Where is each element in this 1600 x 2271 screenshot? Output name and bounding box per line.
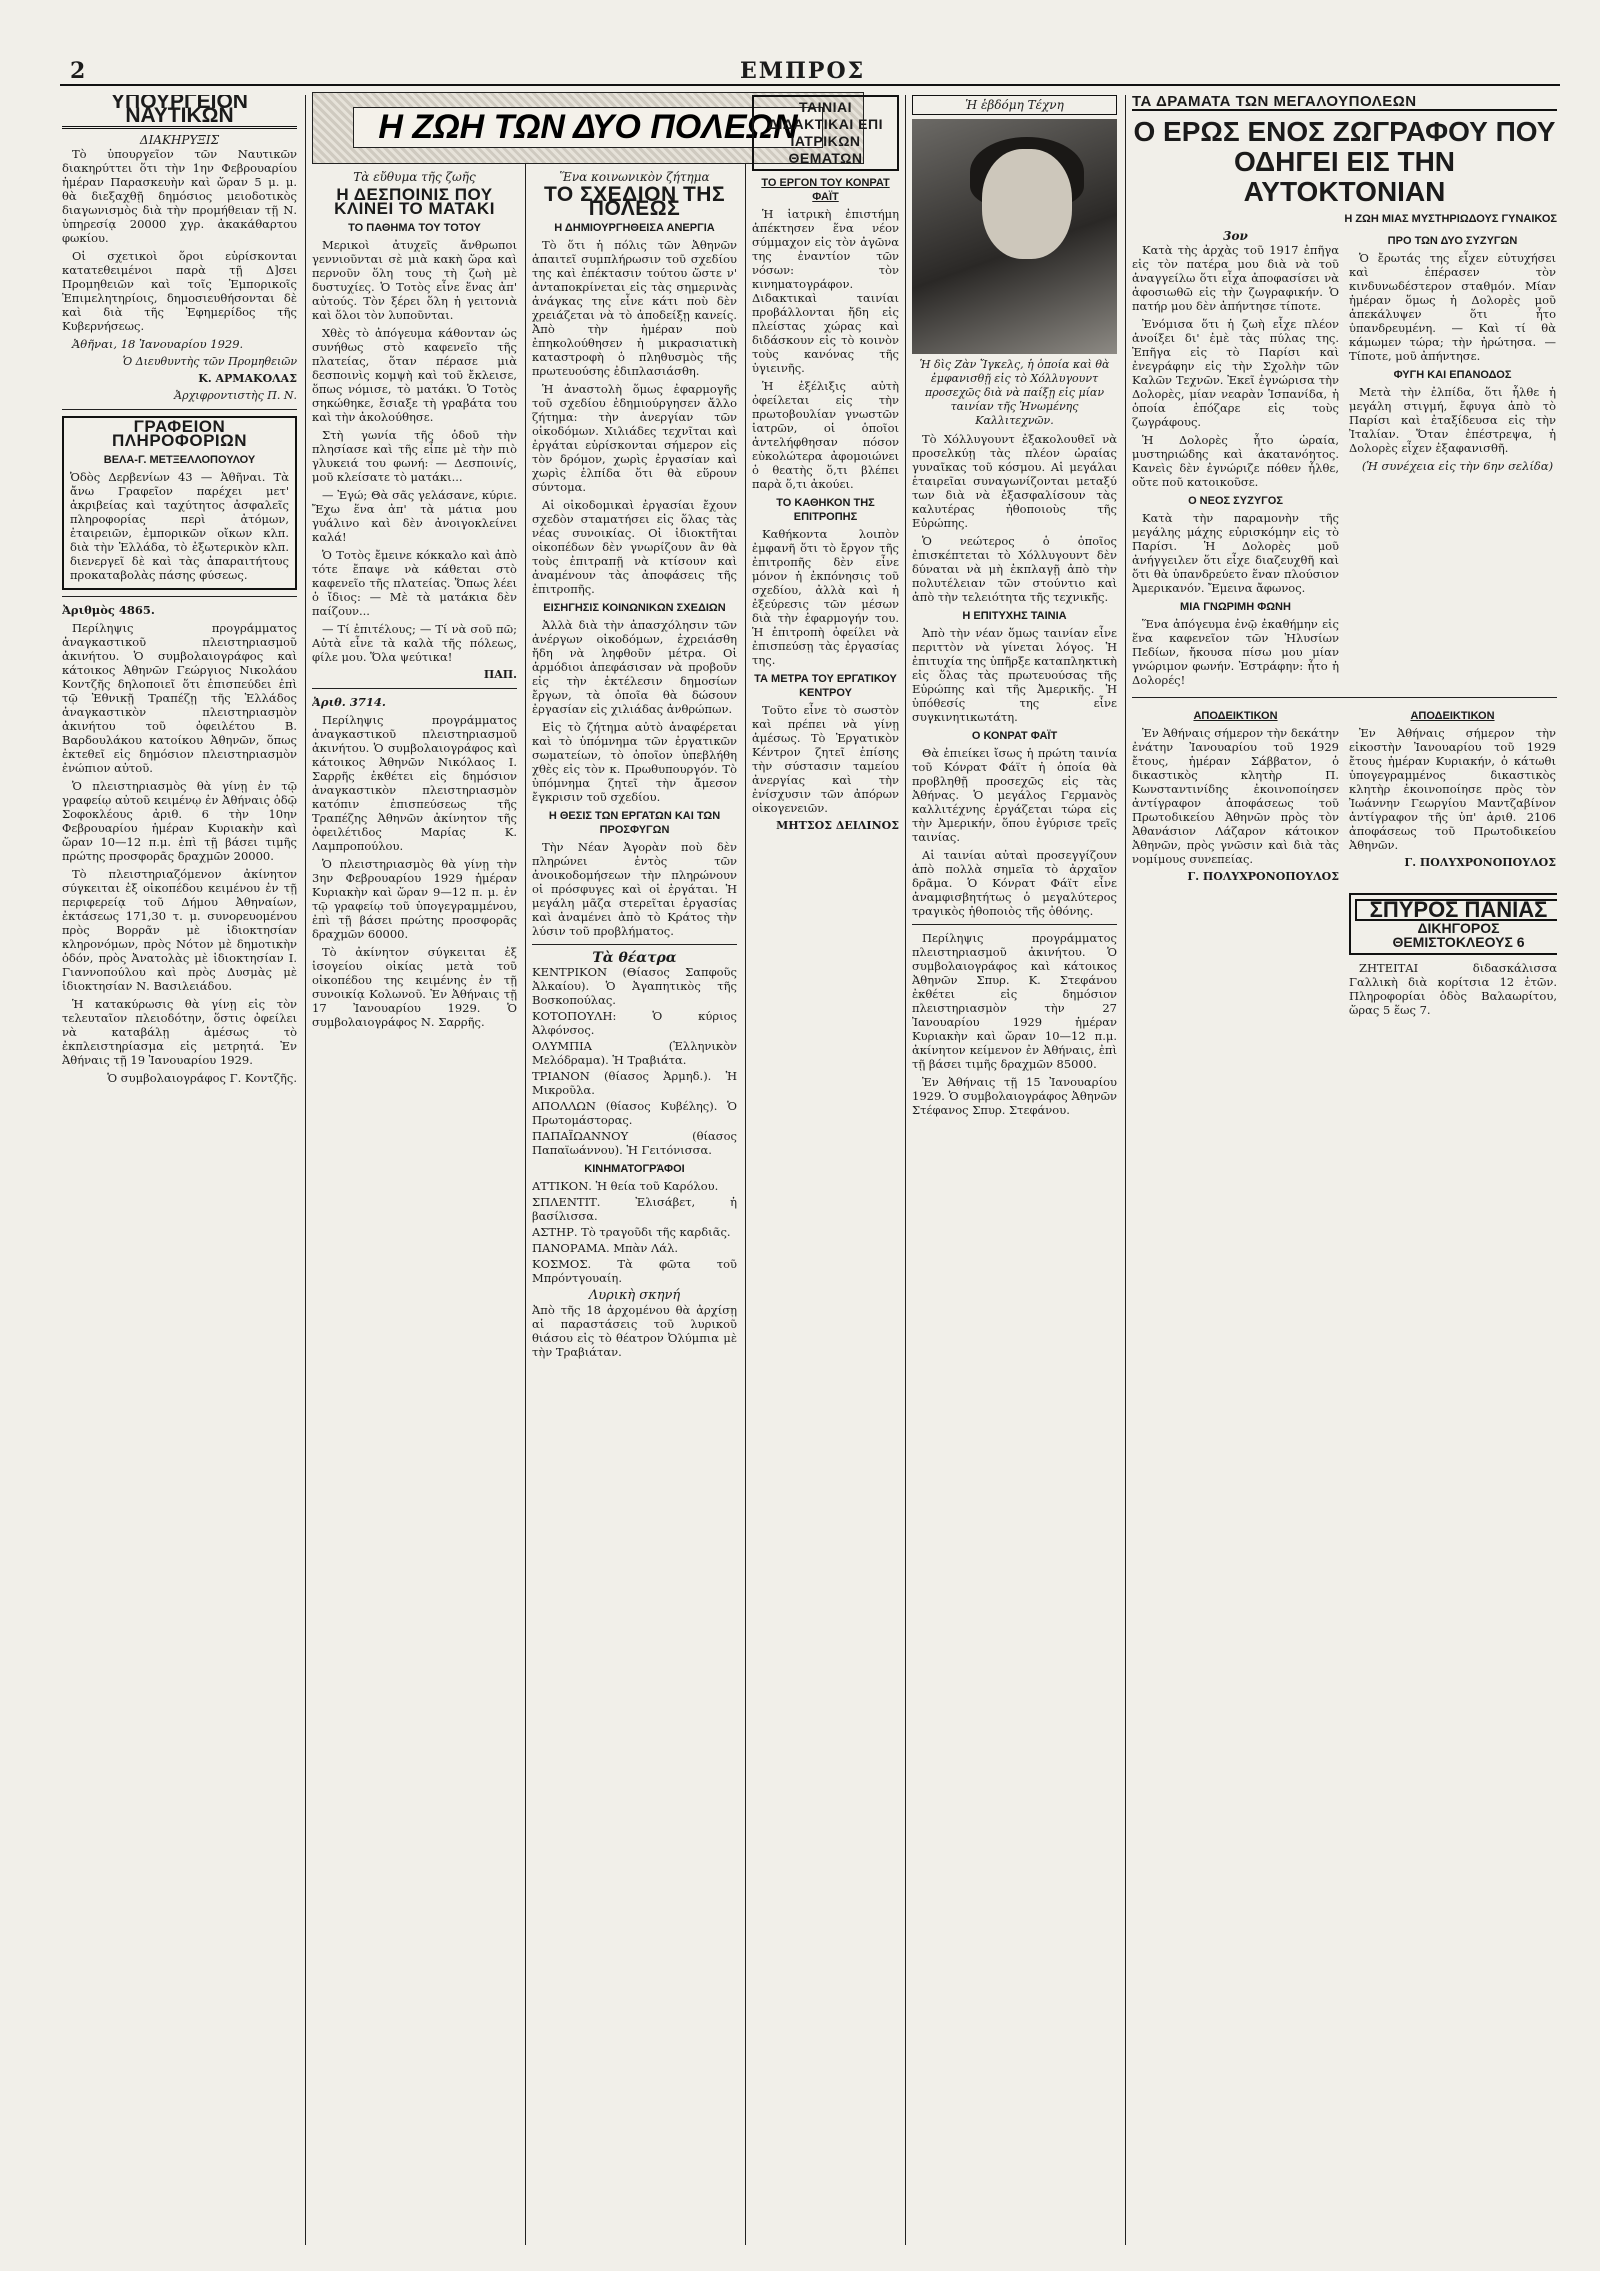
city-plan-subheadline: Η ΔΗΜΙΟΥΡΓΗΘΕΙΣΑ ΑΝΕΡΓΙΑ [554, 222, 715, 234]
column-big-city-dramas [1132, 95, 1557, 2245]
cinema-item: ΣΠΛΕΝΤΙΤ. Ἐλισάβετ, ἡ βασίλισσα. [532, 1195, 737, 1223]
section-rule [1132, 697, 1557, 698]
dramas-paragraph: Κατὰ τὴς ἀρχὰς τοῦ 1917 ἐπῆγα εἰς τὸν πατέρα μου διὰ νὰ τοῦ ἀναγγείλω ὅτι εἶχα ἀποφασίσει νὰ ἀφοσιωθῶ εἰς τὴν ζωγραφικήν. Ὁ πατήρ μου δὲν ἀπήντησε τίποτε. [1132, 243, 1339, 313]
legal-notice-left [1132, 704, 1339, 887]
section-heading: Η ΘΕΣΙΣ ΤΩΝ ΕΡΓΑΤΩΝ ΚΑΙ ΤΩΝ ΠΡΟΣΦΥΓΩΝ [548, 810, 721, 836]
medical-headline: ΤΑΙΝΙΑΙ ΔΙΔΑΚΤΙΚΑΙ ΕΠΙ ΙΑΤΡΙΚΩΝ ΘΕΜΑΤΩΝ [752, 95, 899, 171]
lawyer-role: ΔΙΚΗΓΟΡΟΣ [1417, 920, 1500, 936]
notice-paragraph: Ἡ κατακύρωσις θὰ γίνῃ εἰς τὸν τελευταῖον πλειοδότην, ὅστις ὀφείλει νὰ καταβάλῃ ἀμέσως τὸ ἐκπλειστηρίασμα εἰς μετρητά. Ἐν Ἀθήναις τῇ 19 Ἰανουαρίου 1929. [62, 997, 297, 1067]
page-number: 2 [70, 58, 86, 84]
city-plan-rubric: Ἕνα κοινωνικὸν ζήτημα [559, 170, 710, 184]
photo-face-shape [982, 149, 1072, 259]
medical-paragraph: Τοῦτο εἶνε τὸ σωστὸν καὶ πρέπει νὰ γίνῃ ἀμέσως. Τὸ Ἐργατικὸν Κέντρον ζητεῖ ἐπίσης τὴν σύστασιν ταμείου ἀνεργίας καὶ τὴν ἐνίσχυσιν τῶν ἀπόρων οἰκογενειῶν. [752, 703, 899, 815]
section-heading: ΦΥΓΗ ΚΑΙ ΕΠΑΝΟΔΟΣ [1393, 369, 1512, 381]
section-heading: ΜΙΑ ΓΝΩΡΙΜΗ ΦΩΝΗ [1180, 601, 1291, 613]
theatre-item: ΟΛΥΜΠΙΑ (Ἑλληνικὸν Μελόδραμα). Ἡ Τραβιάτα. [532, 1039, 737, 1067]
legal-notice-sign: Γ. ΠΟΛΥΧΡΟΝΟΠΟΥΛΟΣ [1404, 856, 1556, 869]
theatre-item: ΤΡΙΑΝΟΝ (θίασος Ἀρμηδ.). Ἡ Μικροῦλα. [532, 1069, 737, 1097]
column-humor [312, 170, 517, 2245]
cinema-item: ΚΟΣΜΟΣ. Τὰ φῶτα τοῦ Μπρόντγουαίη. [532, 1257, 737, 1285]
info-office-box [62, 416, 297, 590]
dramas-subheadline: Η ΖΩΗ ΜΙΑΣ ΜΥΣΤΗΡΙΩΔΟΥΣ ΓΥΝΑΙΚΟΣ [1344, 213, 1557, 225]
column-divider [525, 95, 526, 2245]
humor-subheadline: ΤΟ ΠΑΘΗΜΑ ΤΟΥ ΤΟΤΟΥ [348, 222, 481, 234]
header-rule [60, 84, 1560, 86]
legal-notice-right [1349, 704, 1556, 887]
section-heading: ΤΑ ΜΕΤΡΑ ΤΟΥ ΕΡΓΑΤΙΚΟΥ ΚΕΝΤΡΟΥ [754, 673, 897, 699]
theatre-item: ΠΑΠΑΪΩΑΝΝΟΥ (θίασος Παπαϊωάννου). Ἡ Γειτόνισσα. [532, 1129, 737, 1157]
ministry-sign-name: Κ. ΑΡΜΑΚΟΛΑΣ [198, 372, 297, 385]
dramas-paragraph: Ἡ Δολορὲς ἦτο ὡραία, μυστηριώδης καὶ ἀκατανόητος. Κανεὶς δὲν ἐγνώριζε πόθεν ἦλθε, οὔτε ποῦ κατοικοῦσε. [1132, 433, 1339, 489]
lyric-body: Ἀπὸ τῆς 18 ἀρχομένου θὰ ἀρχίσῃ αἱ παραστάσεις τοῦ λυρικοῦ θιάσου εἰς τὸ θέατρον Ὀλύμπια μὲ τὴν Τραβιάταν. [532, 1303, 737, 1359]
notice-paragraph: Τὸ ἀκίνητον σύγκειται ἐξ ἰσογείου οἰκίας μετὰ τοῦ οἰκοπέδου της κειμένης ἐν τῇ συνοικίᾳ Κολωνοῦ. Ἐν Ἀθήναις τῇ 17 Ἰανουαρίου 1929. Ὁ συμβολαιογράφος Ν. Σαρρῆς. [312, 945, 517, 1029]
column-cinema-art [912, 95, 1117, 2245]
medical-signature: ΜΗΤΣΟΣ ΔΕΙΛΙΝΟΣ [776, 819, 899, 832]
section-heading: ΕΙΣΗΓΗΣΙΣ ΚΟΙΝΩΝΙΚΩΝ ΣΧΕΔΙΩΝ [543, 602, 726, 614]
lyric-title: Λυρικὴ σκηνή [588, 1288, 681, 1303]
section-heading: Ο ΝΕΟΣ ΣΥΖΥΓΟΣ [1188, 495, 1283, 507]
info-office-body: Ὁδὸς Δερβενίων 43 — Ἀθῆναι. Τὰ ἄνω Γραφεῖον παρέχει μετ' ἀκριβείας καὶ ταχύτητος ἀσφαλεῖς πληροφορίας περὶ ἀτόμων, ἐταιρειῶν, ἐμπορικῶν οἴκων κλπ. διὰ τὴν Ἑλλάδα, τὸ ἐξωτερικὸν κλπ. διενεργεῖ δὲ καὶ τὰς ἀπαραιτήτους προκαταβολὰς πάσης φύσεως. [70, 470, 289, 582]
dramas-paragraph: Ἐνόμισα ὅτι ἡ ζωὴ εἶχε πλέον ἀνοίξει δι' ἐμὲ τὰς πύλας της. Ἐπῆγα εἰς τὸ Παρίσι καὶ ἐνεγράφην εἰς τὴν Σχολὴν τῶν Καλῶν Τεχνῶν. Ἐκεῖ ἐγνώρισα τὴν Δολορὲς, μίαν νεαρὰν Ἱσπανίδα, ἡ ὁποία ἐπόζαρε εἰς τοὺς ζωγράφους. [1132, 317, 1339, 429]
section-heading: Ο ΚΟΝΡΑΤ ΦΑΪΤ [971, 730, 1058, 742]
info-office-title: ΓΡΑΦΕΙΟΝ ΠΛΗΡΟΦΟΡΙΩΝ [111, 417, 248, 450]
cinema-paragraph: Αἱ ταινίαι αὐταὶ προσεγγίζουν ἀπὸ πολλὰ σημεῖα τὸ ἀρχαῖον δρᾶμα. Ὁ Κόνρατ Φάϊτ εἶνε ἀναμφισβητήτως ὁ μεγαλύτερος τραγικὸς ἠθοποιὸς τῆς ὀθόνης. [912, 848, 1117, 918]
section-rule [912, 924, 1117, 925]
ministry-sign-rank: Ἀρχιφροντιστὴς Π. Ν. [174, 389, 297, 402]
medical-paragraph: Ἡ ἰατρικὴ ἐπιστήμη ἀπέκτησεν ἕνα νέον σύμμαχον εἰς τὸν ἀγῶνα της ἐναντίον τῶν νόσων: τὸν κινηματογράφον. Διδακτικαὶ ταινίαι προβάλλονται ἤδη εἰς πλείστας χώρας καὶ διδάσκουν εἰς τὸ κοινὸν τοὺς κανόνας τῆς ὑγιεινῆς. [752, 207, 899, 375]
dramas-two-columns [1132, 229, 1557, 691]
legal-notices [1132, 704, 1557, 887]
city-plan-paragraph: Αἱ οἰκοδομικαὶ ἐργασίαι ἔχουν σχεδὸν σταματήσει εἰς ὅλας τὰς νέας συνοικίας. Οἱ ἰδιοκτῆται οἰκοπέδων δὲν γνωρίζουν ἂν θὰ τοὺς ἐπιτραπῇ νὰ κτίσουν καὶ ἀναμένουν τὰς ἀποφάσεις τῆς ἐπιτροπῆς. [532, 498, 737, 596]
notice-number: Ἀριθ. 3714. [312, 695, 386, 709]
humor-paragraph: — Τί ἐπιτέλους; — Τί νὰ σοῦ πῶ; Αὐτὰ εἶνε τὰ καλὰ τῆς πόλεως, φίλε μου. Ὅλα ψεύτικα! [312, 622, 517, 664]
ministry-date: Ἀθῆναι, 18 Ἰανουαρίου 1929. [72, 337, 244, 351]
humor-paragraph: Ὁ Τοτὸς ἔμεινε κόκκαλο καὶ ἀπὸ τότε ἔπαψε νὰ κάθεται στὸ καφενεῖο τῆς πλατείας. Ὅπως λέει ὁ ἴδιος: — Μὲ τὰ ματάκια δὲν παίζουν... [312, 548, 517, 618]
cinema-item: ΠΑΝΟΡΑΜΑ. Μπὰν Λάλ. [532, 1241, 679, 1255]
banner-title: Η ΖΩΗ ΤΩΝ ΔΥΟ ΠΟΛΕΩΝ [353, 107, 823, 148]
dramas-section-header: ΤΑ ΔΡΑΜΑΤΑ ΤΩΝ ΜΕΓΑΛΟΥΠΟΛΕΩΝ [1132, 95, 1557, 111]
city-plan-headline: ΤΟ ΣΧΕΔΙΟΝ ΤΗΣ ΠΟΛΕΩΣ [543, 183, 726, 220]
notice-paragraph: Ὁ πλειστηριασμὸς θὰ γίνῃ τὴν 3ην Φεβρουαρίου 1929 ἡμέραν Κυριακὴν καὶ ὥραν 9—12 π. μ. ἐν τῷ γραφείῳ τοῦ ὑπογεγραμμένου, ἐπὶ τῇ βάσει πρώτης προσφορᾶς δραχμῶν 60000. [312, 857, 517, 941]
city-plan-paragraph: Τὸ ὅτι ἡ πόλις τῶν Ἀθηνῶν ἀπαιτεῖ συμπλήρωσιν τοῦ σχεδίου της καὶ ἐπέκτασιν τούτου ὥστε ν' ἀνταποκρίνεται εἰς τὰς σημερινὰς ἀνάγκας της εἶνε κάτι ποὺ δὲν χρειάζεται νὰ τὸ ἀποδείξῃ κανείς. Ἀπὸ τὴν ἡμέραν ποὺ ἐπηκολούθησεν ἡ μικρασιατικὴ καταστροφὴ ὁ πληθυσμὸς τῆς πρωτευούσης ἐδιπλασιάσθη. [532, 238, 737, 378]
dramas-paragraph: Μετὰ τὴν ἐλπίδα, ὅτι ἦλθε ἡ μεγάλη στιγμή, ἔφυγα ἀπὸ τὸ Παρίσι καὶ ἐταξίδευσα εἰς τὴν Ἰταλίαν. Ὅταν ἐπέστρεψα, ἡ Δολορὲς εἶχεν ἐξαφανισθῆ. [1349, 385, 1556, 455]
city-plan-paragraph: Εἰς τὸ ζήτημα αὐτὸ ἀναφέρεται καὶ τὸ ὑπόμνημα τῶν ἐργατικῶν σωματείων, τὸ ὁποῖον ὑπεβλήθη χθὲς εἰς τὸν κ. Πρωθυπουργόν. Τὸ ὑπόμνημα ζητεῖ τὴν ἄμεσον ἔγκρισιν τοῦ σχεδίου. [532, 720, 737, 804]
theatre-title: Τὰ θέατρα [592, 950, 677, 966]
dramas-part: 3ον [1223, 229, 1248, 243]
legal-notice-title: ΑΠΟΔΕΙΚΤΙΚΟΝ [1410, 710, 1495, 722]
notice-paragraph: Ἐν Ἀθήναις τῇ 15 Ἰανουαρίου 1929. Ὁ συμβολαιογράφος Ἀθηνῶν Στέφανος Σπυρ. Στεφάνου. [912, 1075, 1117, 1117]
section-heading: ΠΡΟ ΤΩΝ ΔΥΟ ΣΥΖΥΓΩΝ [1387, 235, 1518, 247]
section-rule [62, 596, 297, 597]
cinema-paragraph: Ὁ νεώτερος ὁ ὁποῖος ἐπισκέπτεται τὸ Χόλλυγουντ δὲν δύναται νὰ μὴ ἐκπλαγῇ ἀπὸ τὴν πολυτέλειαν τῶν στούντιο καὶ ἀπὸ τὴν τελειότητα τῆς τεχνικῆς. [912, 534, 1117, 604]
ministry-sign-role: Ὁ Διευθυντὴς τῶν Προμηθειῶν [122, 355, 297, 368]
humor-headline: Η ΔΕΣΠΟΙΝΙΣ ΠΟΥ ΚΛΙΝΕΙ ΤΟ ΜΑΤΑΚΙ [334, 185, 495, 218]
column-medical-films [752, 95, 899, 2245]
column-divider [305, 95, 306, 2245]
column-divider [745, 95, 746, 2245]
humor-signature: ΠΑΠ. [483, 668, 517, 681]
theatre-item: ΚΕΝΤΡΙΚΟΝ (Θίασος Σαπφοῦς Ἀλκαίου). Ὁ Ἀγαπητικὸς τῆς Βοσκοπούλας. [532, 965, 737, 1007]
section-rule [62, 409, 297, 410]
ministry-subtitle: ΔΙΑΚΗΡΥΞΙΣ [139, 133, 220, 147]
notice-paragraph: Τὸ πλειστηριαζόμενον ἀκίνητον σύγκειται ἐξ οἰκοπέδου κειμένου ἐν τῇ περιφερείᾳ τοῦ Δήμου Ἀθηναίων, ἐκτάσεως 171,30 τ. μ. συνορευομένου πρὸς Βορρᾶν μὲ ἰδιοκτησίαν κληρονόμων, πρὸς Νότον μὲ δημοτικὴν ὁδόν, πρὸς Ἀνατολὰς μὲ ἰδιοκτησίαν Ι. Γιαννοπούλου καὶ πρὸς Δυσμὰς μὲ ἰδιοκτησίαν Ν. Βασιλειάδου. [62, 867, 297, 993]
masthead: ΕΜΠΡΟΣ [740, 58, 866, 84]
legal-notice-title: ΑΠΟΔΕΙΚΤΙΚΟΝ [1193, 710, 1278, 722]
info-office-subtitle: ΒΕΛΑ-Γ. ΜΕΤΞΕΛΛΟΠΟΥΛΟΥ [103, 454, 256, 466]
humor-paragraph: Στὴ γωνία τῆς ὁδοῦ τὴν πλησίασε καὶ τῆς εἶπε μὲ τὴν πιὸ γλυκειά του φωνή: — Δεσποινίς, μοῦ κλείσατε τὸ ματάκι... [312, 428, 517, 484]
notice-number: Ἀριθμὸς 4865. [62, 603, 155, 617]
cinema-paragraph: Θὰ ἐπιείκει ἴσως ἡ πρώτη ταινία τοῦ Κόνρατ Φάϊτ ἡ ὁποία θὰ προβληθῇ προσεχῶς εἰς τὰς Ἀθήνας. Ὁ μεγάλος Γερμανὸς καλλιτέχνης ἐργάζεται τώρα εἰς τὴν Ἀμερικήν, ὅπου ἐγύρισε τρεῖς ταινίας. [912, 746, 1117, 844]
ministry-paragraph: Τὸ ὑπουργεῖον τῶν Ναυτικῶν διακηρύττει ὅτι τὴν 1ην Φεβρουαρίου ἡμέραν Παρασκευὴν καὶ ὥραν 5 μ. μ. θὰ διεξαχθῇ δημόσιος μειοδοτικὸς διαγωνισμὸς διὰ τὴν προμήθειαν τῇ Ν. ὑπηρεσίᾳ 20000 χγρ. ἀκακάθαρτου φωκίου. [62, 147, 297, 245]
cinema-paragraph: Τὸ Χόλλυγουντ ἐξακολουθεῖ νὰ προσελκύῃ τὰς πλέον ὡραίας γυναῖκας τοῦ κόσμου. Αἱ μεγάλαι ἑταιρεῖαι συναγωνίζονται μεταξύ των διὰ νὰ ἐξασφαλίσουν τὰς καλυτέρας ἠθοποιοὺς τῆς Εὐρώπης. [912, 432, 1117, 530]
dramas-headline: Ο ΕΡΩΣ ΕΝΟΣ ΖΩΓΡΑΦΟΥ ΠΟΥ ΟΔΗΓΕΙ ΕΙΣ ΤΗΝ ΑΥΤΟΚΤΟΝΙΑΝ [1133, 116, 1556, 207]
medical-subheadline: ΤΟ ΕΡΓΟΝ ΤΟΥ ΚΟΝΡΑΤ ΦΑΪΤ [761, 177, 890, 203]
city-plan-paragraph: Τὴν Νέαν Ἀγορὰν ποὺ δὲν πληρώνει ἐντὸς τῶν ἀνοικοδομήσεων τὴν πληρώνουν οἱ πρόσφυγες καὶ οἱ ἐργάται. Ἡ μεγάλη μᾶζα στερεῖται ἐργασίας καὶ ἀναμένει ἀπὸ τὸ Κράτος τὴν λύσιν τοῦ προβλήματος. [532, 840, 737, 938]
column-divider [1125, 95, 1126, 2245]
humor-rubric: Τὰ εὔθυμα τῆς ζωῆς [353, 170, 476, 184]
column-divider [905, 95, 906, 2245]
section-heading: Η ΕΠΙΤΥΧΗΣ ΤΑΙΝΙΑ [962, 610, 1067, 622]
cinema-title: ΚΙΝΗΜΑΤΟΓΡΆΦΟΙ [584, 1163, 685, 1175]
ministry-paragraph: Οἱ σχετικοὶ ὅροι εὑρίσκονται κατατεθειμένοι παρὰ τῇ Δ]σει Προμηθειῶν καὶ τοῖς Ἐμπορικοῖς Ἐπιμελητηρίοις, δημοσιευθήσονται δὲ καὶ διὰ τῆς Ἐφημερίδος τῆς Κυβερνήσεως. [62, 249, 297, 333]
dramas-continued: (Ἡ συνέχεια εἰς τὴν 6ην σελίδα) [1361, 459, 1554, 473]
notice-paragraph: Περίληψις προγράμματος ἀναγκαστικοῦ πλειστηριασμοῦ ἀκινήτου. Ὁ συμβολαιογράφος καὶ κάτοικος Ἀθηνῶν Νικόλαος Ι. Σαρρῆς ἐκθέτει εἰς δημόσιον ἀναγκαστικὸν πλειστηριασμὸν κατόπιν ἐπισπεύσεως τῆς Τραπέζης Ἀθηνῶν ἀκίνητον τῆς ὀφειλέτιδος Μαρίας Κ. Λαμπροπούλου. [312, 713, 517, 853]
cinema-paragraph: Ἀπὸ τὴν νέαν ὅμως ταινίαν εἶνε περιττὸν νὰ γίνεται λόγος. Ἡ ἐπιτυχία της ὑπῆρξε καταπληκτικὴ εἰς ὅλας τὰς πρωτευούσας τῆς Εὐρώπης καὶ τῆς Ἀμερικῆς. Ἡ ὑπόθεσίς της εἶνε συγκινητικωτάτη. [912, 626, 1117, 724]
classified-ad: ΖΗΤΕΙΤΑΙ διδασκάλισσα Γαλλικὴ διὰ κορίτσια 12 ἐτῶν. Πληροφορίαι ὁδὸς Βαλαωρίτου, ὥρας 5 ἕως 7. [1349, 961, 1557, 1017]
notice-paragraph: Περίληψις προγράμματος ἀναγκαστικοῦ πλειστηριασμοῦ ἀκινήτου. Ὁ συμβολαιογράφος καὶ κάτοικος Ἀθηνῶν Γεώργιος Νικολάου Κοντζῆς δηλοποιεῖ ὅτι ἐπισπεύδει ἐπὶ τῷ Ἐθνικῇ Τραπέζῃ τῆς Ἑλλάδος ἀναγκαστικὸν πλειστηριασμὸν ἀκινήτου τοῦ ὀφειλέτου Β. Βαρδουλάκου κατοίκου Ἀθηνῶν, ὅπως ἐκτεθεῖ εἰς δημόσιον πλειστηριασμὸν ἐνώπιον αὐτοῦ. [62, 621, 297, 775]
dramas-right-column [1349, 229, 1556, 691]
city-plan-paragraph: Ἀλλὰ διὰ τὴν ἀπασχόλησιν τῶν ἀνέργων οἰκοδόμων, ἐχρειάσθη ἤδη νὰ ληφθοῦν μέτρα. Οἱ ἁρμόδιοι ἀπεφάσισαν νὰ προβοῦν εἰς τὴν ἐκτέλεσιν δημοσίων ἔργων, τὰ ὁποῖα θὰ δώσουν ἐργασίαν εἰς χιλιάδας ἀνθρώπων. [532, 618, 737, 716]
theatre-item: ΑΠΟΛΛΩΝ (θίασος Κυβέλης). Ὁ Πρωτομάστορας. [532, 1099, 737, 1127]
dramas-left-column [1132, 229, 1339, 691]
theatre-listings [532, 951, 737, 1359]
section-heading: ΤΟ ΚΑΘΗΚΟΝ ΤΗΣ ΕΠΙΤΡΟΠΗΣ [776, 497, 875, 523]
legal-notice-sign: Γ. ΠΟΛΥΧΡΟΝΟΠΟΥΛΟΣ [1187, 870, 1339, 883]
humor-paragraph: Χθὲς τὸ ἀπόγευμα κάθονταν ὡς συνήθως στὸ καφενεῖο τῆς πλατείας, ὅταν πέρασε μιὰ δεσποινὶς κομψὴ καὶ τοῦ ἔκλεισε, ὅπως νόμισε, τὸ ματάκι. Ὁ Τοτὸς σηκώθηκε, ἔσιαξε τὴ γραβάτα του καὶ τὴν ἀκολούθησε. [312, 326, 517, 424]
column-city-plan [532, 170, 737, 2245]
lawyer-name: ΣΠΥΡΟΣ ΠΑΝΙΑΣ [1355, 899, 1557, 921]
legal-notice-body: Ἐν Ἀθήναις σήμερον τὴν δεκάτην ἐνάτην Ἰανουαρίου τοῦ 1929 ἔτους, ἡμέραν Σάββατον, ὁ δικαστικὸς κλητὴρ Π. Κωνσταντινίδης ἐκοινοποίησεν ἀντίγραφον ἀποφάσεως τοῦ Πρωτοδικείου Ἀθηνῶν πρὸς τὸν Ἀθανάσιον Λάζαρον κάτοικον Ἀθηνῶν, πρὸς γνῶσιν καὶ διὰ τὰς νομίμους συνεπείας. [1132, 726, 1339, 866]
theatre-item: ΚΟΤΟΠΟΥΛΗ: Ὁ κύριος Ἀλφόνσος. [532, 1009, 737, 1037]
medical-paragraph: Καθήκοντα λοιπὸν ἐμφανῆ ὅτι τὸ ἔργον τῆς ἐπιτροπῆς δὲν εἶνε μόνον ἡ ἐκπόνησις τοῦ σχεδίου, ἀλλὰ καὶ ἡ ἐξεύρεσις τῶν μέσων διὰ τὴν ἐφαρμογήν του. Ἡ ἐπιτροπὴ ὀφείλει νὰ ἐπισπεύσῃ τὰς ἐργασίας της. [752, 527, 899, 667]
photo-caption: Ἡ δὶς Ζὰν Ἴγκελς, ἡ ὁποία καὶ θὰ ἐμφανισθῇ εἰς τὸ Χόλλυγουντ προσεχῶς διὰ νὰ παίξῃ εἰς μίαν ταινίαν τῆς Ἡνωμένης Καλλιτεχνῶν. [919, 358, 1110, 427]
lawyer-advertisement [1349, 893, 1557, 955]
section-rule [312, 688, 517, 689]
humor-paragraph: Μερικοὶ ἀτυχεῖς ἄνθρωποι γεννιοῦνται σὲ μιὰ κακὴ ὥρα καὶ περνοῦν ὅλη τους τὴ ζωὴ μὲ δυστυχίες. Ὁ Τοτὸς εἶνε ἕνας ἀπ' αὐτούς. Τὸν ξέρει ὅλη ἡ γειτονιὰ καὶ ὅλοι τὸν λυποῦνται. [312, 238, 517, 322]
notice-signature: Ὁ συμβολαιογράφος Γ. Κοντζῆς. [107, 1071, 297, 1085]
legal-notice-body: Ἐν Ἀθήναις σήμερον τὴν εἰκοστὴν Ἰανουαρίου τοῦ 1929 ἔτους ἡμέραν Κυριακήν, ὁ κάτωθι ὑπογεγραμμένος δικαστικὸς κλητὴρ ἐκοινοποίησε πρὸς τὸν Ἰωάννην Γεωργίου Μαντζαβίνον ἀντίγραφον τῆς ὑπ' ἀριθ. 2106 ἀποφάσεως τοῦ Πρωτοδικείου Ἀθηνῶν. [1349, 726, 1556, 852]
actress-photo [912, 119, 1117, 354]
humor-paragraph: — Ἐγώ; Θὰ σᾶς γελάσανε, κύριε. Ἔχω ἕνα ἀπ' τὰ μάτια μου γυάλινο καὶ δὲν ἀνοιγοκλείνει καλά! [312, 488, 517, 544]
notice-paragraph: Περίληψις προγράμματος πλειστηριασμοῦ ἀκινήτου. Ὁ συμβολαιογράφος καὶ κάτοικος Ἀθηνῶν Σπυρ. Κ. Στεφάνου ἐκθέτει εἰς δημόσιον πλειστηριασμὸν τὴν 27 Ἰανουαρίου 1929 ἡμέραν Κυριακὴν καὶ ὥραν 10—12 π.μ. ἀκίνητον κείμενον ἐν Ἀθήναις, ἐπὶ τῇ βάσει τιμῆς δραχμῶν 85000. [912, 931, 1117, 1071]
cinema-rubric: Ἡ ἑβδόμη Τέχνη [912, 95, 1117, 115]
medical-paragraph: Ἡ ἐξέλιξις αὐτὴ ὀφείλεται εἰς τὴν πρωτοβουλίαν γνωστῶν ἰατρῶν, οἱ ὁποῖοι ἀντελήφθησαν πόσον εὐκολώτερα ἀφομοιώνει ὁ θεατὴς ὅ,τι βλέπει παρὰ ὅ,τι ἀκούει. [752, 379, 899, 491]
cinema-item: ΑΣΤΗΡ. Τὸ τραγοῦδι τῆς καρδιᾶς. [532, 1225, 731, 1239]
column-ministry-notice [62, 95, 297, 2245]
cinema-item: ΑΤΤΙΚΟΝ. Ἡ θεία τοῦ Καρόλου. [532, 1179, 719, 1193]
notice-paragraph: Ὁ πλειστηριασμὸς θὰ γίνῃ ἐν τῷ γραφείῳ αὐτοῦ κειμένῳ ἐν Ἀθήναις ὁδῷ Σοφοκλέους ἀριθ. 6 τὴν 10ην Φεβρουαρίου ἡμέραν Κυριακὴν καὶ ὥραν 10—12 π.μ. ἐπὶ τῇ βάσει τιμῆς πρώτης προσφορᾶς δραχμῶν 20000. [62, 779, 297, 863]
dramas-paragraph: Ἕνα ἀπόγευμα ἐνῷ ἐκαθήμην εἰς ἕνα καφενεῖον τῶν Ἠλυσίων Πεδίων, ἤκουσα πίσω μου μίαν γνώριμον φωνήν. Ἐστράφην: ἦτο ἡ Δολορές! [1132, 617, 1339, 687]
city-plan-paragraph: Ἡ ἀναστολὴ ὅμως ἐφαρμογῆς τοῦ σχεδίου ἐδημιούργησεν ἄλλο ζήτημα: τὴν ἀνεργίαν τῶν οἰκοδόμων. Χιλιάδες τεχνῖται καὶ ἐργάται εὑρίσκονται σήμερον εἰς τὸν δρόμον, χωρὶς ἐργασίαν καὶ χωρὶς ἐλπίδα ὅτι θὰ εὕρουν σύντομα. [532, 382, 737, 494]
dramas-paragraph: Ὁ ἔρωτάς της εἶχεν εὐτυχήσει καὶ ἐπέρασεν τὸν κινδυνωδέστερον σταθμόν. Μίαν ἡμέραν ὅμως ἡ Δολορὲς μοῦ ἀπεκάλυψεν ὅτι ἦτο ὑπανδρευμένη. — Καὶ τί θὰ κάμωμεν τώρα; τὴν ἠρώτησα. — Τίποτε, μοῦ ἀπήντησε. [1349, 251, 1556, 363]
lawyer-address: ΘΕΜΙΣΤΟΚΛΕΟΥΣ 6 [1392, 934, 1525, 950]
dramas-paragraph: Κατὰ τὴν παραμονὴν τῆς μεγάλης μάχης εὑρισκόμην εἰς τὸ Παρίσι. Ἡ Δολορὲς μοῦ ἀνήγγειλεν ὅτι εἶχε διαζευχθῆ καὶ ὅτι θὰ ὑπανδρεύετο ἕναν πλούσιον Ἀμερικανόν. Ἔμεινα ἄφωνος. [1132, 511, 1339, 595]
ministry-title: ΥΠΟΥΡΓΕΙΟΝ ΝΑΥΤΙΚΩΝ [62, 95, 297, 129]
section-rule [532, 944, 737, 945]
